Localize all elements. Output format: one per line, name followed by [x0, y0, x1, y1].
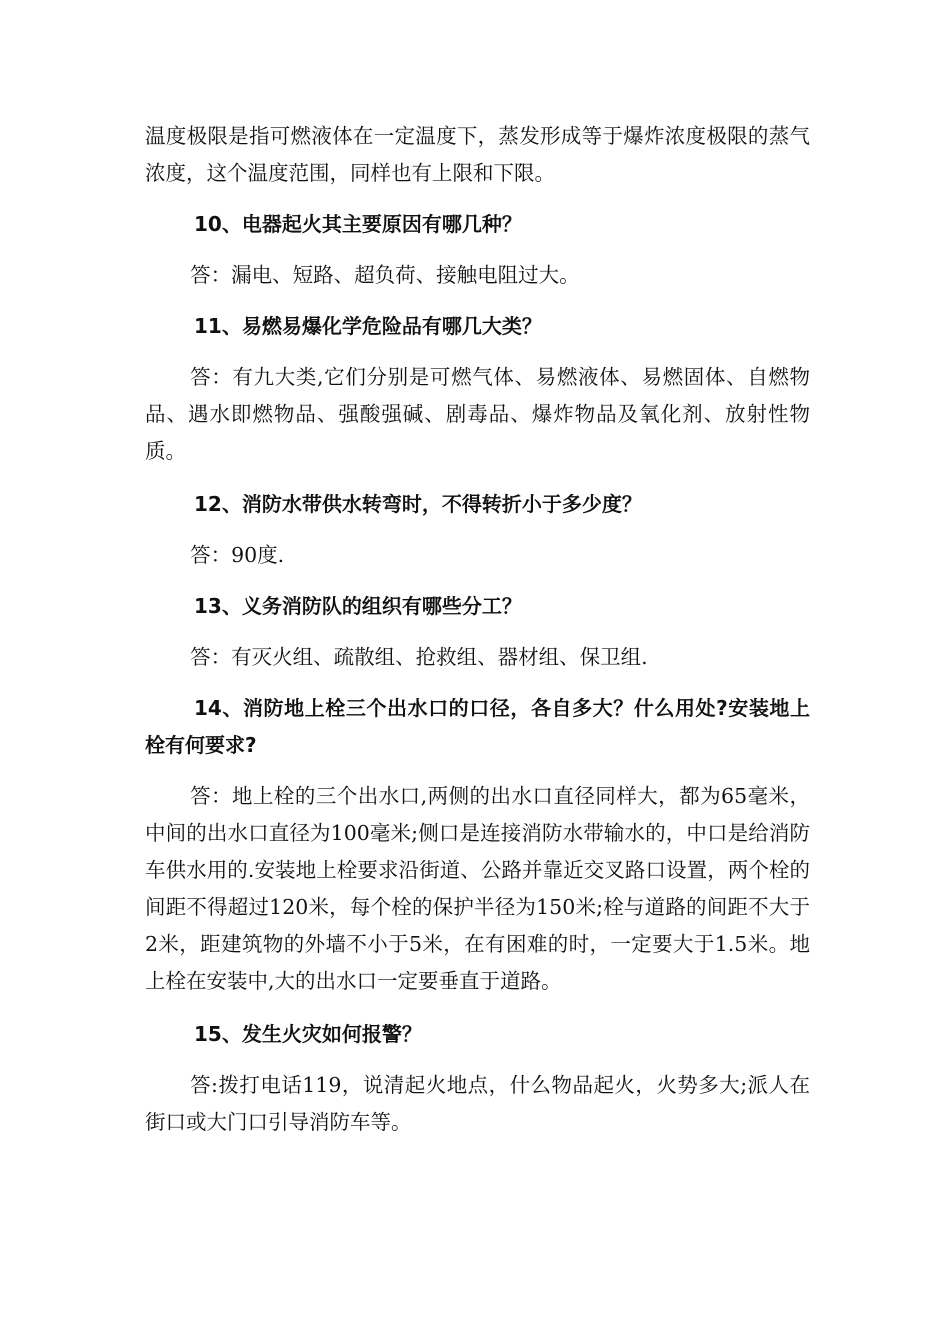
answer-11: 答：有九大类,它们分别是可燃气体、易燃液体、易燃固体、自燃物品、遇水即燃物品、强酸强碱、剧毒品、爆炸物品及氧化剂、放射性物质。 — [145, 365, 810, 463]
question-12: 12、消防水带供水转弯时，不得转折小于多少度？ — [194, 492, 642, 516]
question-13: 13、义务消防队的组织有哪些分工？ — [194, 594, 522, 618]
answer-13: 答：有灭火组、疏散组、抢救组、器材组、保卫组. — [190, 645, 648, 669]
intro-paragraph: 温度极限是指可燃液体在一定温度下，蒸发形成等于爆炸浓度极限的蒸气浓度，这个温度范围，同样也有上限和下限。 — [145, 124, 810, 185]
question-10: 10、电器起火其主要原因有哪几种？ — [194, 212, 522, 236]
question-14: 14、消防地上栓三个出水口的口径，各自多大？什么用处?安装地上栓有何要求? — [145, 696, 810, 757]
answer-15: 答:拨打电话119，说清起火地点，什么物品起火，火势多大;派人在街口或大门口引导消防车等。 — [145, 1073, 810, 1134]
question-15: 15、发生火灾如何报警？ — [194, 1022, 422, 1046]
answer-12: 答：90度. — [190, 543, 285, 567]
answer-10: 答：漏电、短路、超负荷、接触电阻过大。 — [190, 263, 580, 287]
answer-14: 答：地上栓的三个出水口,两侧的出水口直径同样大，都为65毫米，中间的出水口直径为100毫米;侧口是连接消防水带输水的，中口是给消防车供水用的.安装地上栓要求沿街道、公路并靠近交叉路口设置，两个栓的间距不得超过120米，每个栓的保护半径为150米;栓与道路的间距不大于2米，距建筑物的外墙不小于5米，在有困难的时，一定要大于1.5米。地上栓在安装中,大的出水口一定要垂直于道路。 — [145, 784, 810, 993]
document-body — [145, 118, 810, 1141]
question-11: 11、易燃易爆化学危险品有哪几大类？ — [194, 314, 542, 338]
